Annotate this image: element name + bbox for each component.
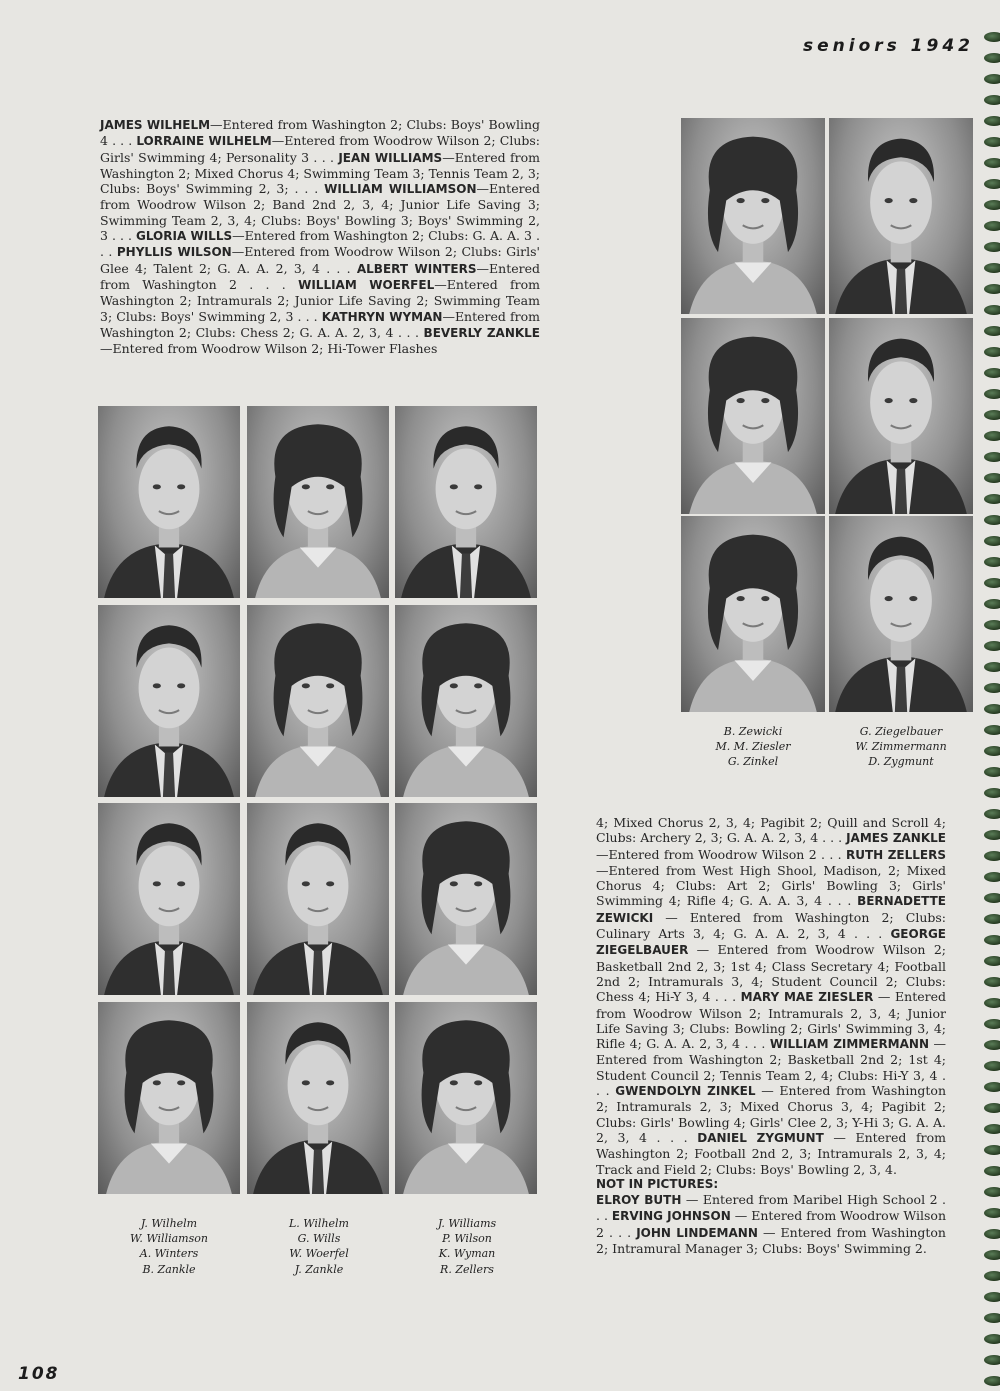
portrait-photo [681,516,825,712]
caption-name: G. Zinkel [727,755,779,769]
photo-caption [386,1216,548,1277]
caption-name: J. Zankle [294,1262,344,1276]
binding-ring [984,578,1000,588]
student-name: ALBERT WINTERS [356,261,477,276]
student-name: PHYLLIS WILSON [116,245,232,260]
caption-name: B. Zewicki [723,725,783,738]
binding-ring [984,158,1000,168]
binding-ring [984,137,1000,147]
senior-bios-block-2 [596,815,946,1256]
binding-ring [984,116,1000,126]
photo-caption [820,724,982,770]
portrait-photo [681,318,825,514]
caption-name: L. Wilhelm [289,1217,349,1230]
caption-name: W. Zimmermann [855,740,947,754]
portrait-photo [395,1002,537,1194]
student-activities: —Entered from Woodrow Wilson 2; Clubs: Girls' Glee 4; Talent 2; G. A. A. 2, 3, 4 . . . [100,244,540,276]
binding-ring [984,431,1000,441]
binding-ring [984,788,1000,798]
binding-ring [984,1082,1000,1092]
binding-ring [984,851,1000,861]
photo-caption [238,1216,400,1277]
student-name: GWENDOLYN ZINKEL [615,1084,756,1099]
bio-paragraph [100,117,540,356]
binding-ring [984,494,1000,504]
caption-name: P. Wilson [442,1232,492,1246]
binding-ring [984,683,1000,693]
portrait-photo [98,406,240,598]
portrait-photo [98,605,240,797]
binding-ring [984,977,1000,987]
bio-paragraph [596,815,946,1177]
student-activities: — Entered from Washington 2; Football 2nd 2, 3; Intramurals 2, 3, 4; Track and Field 2; Clubs: Boys' Bowling 2, 3, 4. [596,1129,946,1177]
binding-ring [984,1187,1000,1197]
caption-name: B. Zankle [142,1262,196,1276]
student-name: WILLIAM WOERFEL [298,277,435,292]
not-in-pictures-section [596,1177,946,1256]
page-number: 108 [18,1364,60,1384]
student-activities: —Entered from Washington 2; Clubs: Boys' Bowling 4 . . . [100,117,540,149]
binding-ring [984,809,1000,819]
binding-ring [984,473,1000,483]
binding-ring [984,1124,1000,1134]
student-activities: 4; Mixed Chorus 2, 3, 4; Pagibit 2; Quill and Scroll 4; Clubs: Archery 2, 3; G. A. A. 2, 3, 4 . . . [596,815,946,846]
binding-ring [984,242,1000,252]
student-name: DANIEL ZYGMUNT [697,1130,824,1145]
student-activities: —Entered from Washington 2; Mixed Chorus 4; Swimming Team 3; Tennis Team 2, 3; Clubs: Boys' Swimming 2, 3; . . . [100,149,540,197]
student-activities: —Entered from Woodrow Wilson 2; Hi-Tower Flashes [100,341,438,357]
student-activities: —Entered from Washington 2 . . . [100,260,540,292]
binding-ring [984,1145,1000,1155]
portrait-photo [98,803,240,995]
portrait-photo [681,118,825,314]
binding-ring [984,32,1000,42]
student-activities: — Entered from Woodrow Wilson 2; Basketball 2nd 2, 3; 1st 4; Class Secretary 4; Football 2nd 2; Intramurals 3, 4; Student Council 2; Clubs: Chess 4; Hi-Y 3, 4 . . . [596,942,946,1005]
binding-ring [984,1250,1000,1260]
student-name: WILLIAM ZIMMERMANN [769,1037,930,1052]
student-name: JOHN LINDEMANN [636,1225,758,1240]
student-activities: —Entered from Woodrow Wilson 2 . . . [596,846,846,862]
student-activities: — Entered from Maribel High School 2 . . . [596,1192,946,1224]
binding-ring [984,746,1000,756]
binding-ring [984,305,1000,315]
binding-ring [984,1376,1000,1386]
page-header: seniors 1942 [803,36,974,56]
student-activities: —Entered from Woodrow Wilson 2; Clubs: Girls' Swimming 4; Personality 3 . . . [100,133,540,165]
portrait-photo [829,516,973,712]
portrait-photo [247,1002,389,1194]
binding-ring [984,200,1000,210]
student-activities: — Entered from Washington 2; Basketball 2nd 2; 1st 4; Student Council 2; Tennis Team 2, 4; Clubs: Hi-Y 3, 4 . . . [596,1036,946,1099]
binding-ring [984,1355,1000,1365]
portrait-photo [247,406,389,598]
photo-caption [88,1216,250,1277]
senior-bios-block-1 [100,117,540,356]
portrait-photo [395,406,537,598]
not-in-pictures-heading: NOT IN PICTURES: [596,1176,719,1191]
caption-name: J. Williams [437,1217,497,1230]
student-name: RUTH ZELLERS [845,847,946,862]
binding-ring [984,536,1000,546]
caption-name: K. Wyman [438,1247,496,1261]
photo-caption [672,724,834,770]
student-name: BEVERLY ZANKLE [423,325,541,340]
binding-ring [984,515,1000,525]
student-name: JAMES WILHELM [100,118,211,132]
caption-name: D. Zygmunt [868,755,934,769]
binding-ring [984,1208,1000,1218]
caption-name: W. Woerfel [289,1247,349,1261]
binding-ring [984,368,1000,378]
binding-ring [984,284,1000,294]
binding-ring [984,1019,1000,1029]
binding-ring [984,1166,1000,1176]
binding-ring [984,95,1000,105]
binding-ring [984,410,1000,420]
binding-ring [984,452,1000,462]
binding-ring [984,347,1000,357]
student-name: ELROY BUTH [596,1193,682,1208]
binding-ring [984,725,1000,735]
binding-ring [984,767,1000,777]
binding-ring [984,620,1000,630]
binding-ring [984,704,1000,714]
binding-ring [984,893,1000,903]
caption-name: G. Ziegelbauer [859,725,943,738]
binding-ring [984,1313,1000,1323]
binding-ring [984,74,1000,84]
caption-name: J. Wilhelm [140,1217,198,1230]
binding-ring [984,263,1000,273]
binding-ring [984,1061,1000,1071]
student-activities: — Entered from Washington 2; Intramurals 2, 3; Mixed Chorus 3, 4; Pagibit 2; Clubs: Girls' Bowling 4; Girls' Clee 2, 3; Y-Hi 3; G. A. A. 2, 3, 4 . . . [596,1083,946,1145]
caption-name: R. Zellers [440,1262,494,1276]
student-activities: — Entered from Washington 2; Clubs: Culinary Arts 3, 4; G. A. A. 2, 3, 4 . . . [596,909,946,942]
student-name: JEAN WILLIAMS [338,150,443,165]
portrait-photo [395,803,537,995]
portrait-photo [829,118,973,314]
binding-ring [984,935,1000,945]
binding-ring [984,1103,1000,1113]
binding-ring [984,872,1000,882]
binding-ring [984,179,1000,189]
binding-ring [984,1229,1000,1239]
student-activities: —Entered from Washington 2; Intramurals 2; Junior Life Saving 2; Swimming Team 3; Clubs: Boys' Swimming 2, 3 . . . [100,276,540,324]
binding-ring [984,557,1000,567]
portrait-photo [247,803,389,995]
caption-name: W. Williamson [130,1232,208,1246]
student-name: LORRAINE WILHELM [136,134,272,149]
student-name: GEORGE ZIEGELBAUER [596,927,946,958]
binding-ring [984,641,1000,651]
caption-name: M. M. Ziesler [715,740,791,754]
student-activities: — Entered from Woodrow Wilson 2; Intramurals 2, 3, 4; Junior Life Saving 3; Clubs: Bowling 2; Girls' Swimming 3, 4; Rifle 4; G. A. A. 2, 3, 4 . . . [596,989,947,1052]
student-activities: —Entered from West High Shool, Madison, 2; Mixed Chorus 4; Clubs: Art 2; Girls' Bowling 3; Girls' Swimming 4; Rifle 4; G. A. A. 3, 4 . . . [596,862,946,909]
caption-name: G. Wills [297,1232,341,1246]
caption-name: A. Winters [139,1247,199,1261]
binding-ring [984,998,1000,1008]
student-name: MARY MAE ZIESLER [740,990,874,1005]
portrait-photo [98,1002,240,1194]
student-name: BERNADETTE ZEWICKI [596,894,946,925]
student-activities: —Entered from Woodrow Wilson 2; Band 2nd 2, 3, 4; Junior Life Saving 3; Swimming Team 2, 3, 4; Clubs: Boys' Bowling 3; Boys' Swimming 2, 3 . . . [100,181,540,244]
binding-ring [984,326,1000,336]
binding-ring [984,1334,1000,1344]
binding-ring [984,221,1000,231]
student-name: KATHRYN WYMAN [321,309,443,324]
student-name: GLORIA WILLS [135,229,233,244]
student-name: WILLIAM WILLIAMSON [324,182,477,197]
student-activities: —Entered from Washington 2; Clubs: G. A. A. 3 . . . [100,228,540,260]
binding-ring [984,1271,1000,1281]
student-activities: —Entered from Washington 2; Clubs: Chess 2; G. A. A. 2, 3, 4 . . . [100,308,540,340]
portrait-photo [829,318,973,514]
portrait-photo [247,605,389,797]
student-activities: — Entered from Washington 2; Intramural Manager 3; Clubs: Boys' Swimming 2. [596,1224,946,1257]
binding-ring [984,389,1000,399]
binding-ring [984,1040,1000,1050]
binding-ring [984,599,1000,609]
binding-ring [984,830,1000,840]
student-name: ERVING JOHNSON [611,1209,731,1224]
binding-ring [984,53,1000,63]
spiral-binding [976,0,1000,1391]
binding-ring [984,1292,1000,1302]
binding-ring [984,662,1000,672]
student-name: JAMES ZANKLE [846,831,946,846]
student-activities: — Entered from Woodrow Wilson 2 . . . [596,1208,946,1240]
binding-ring [984,956,1000,966]
portrait-photo [395,605,537,797]
binding-ring [984,914,1000,924]
